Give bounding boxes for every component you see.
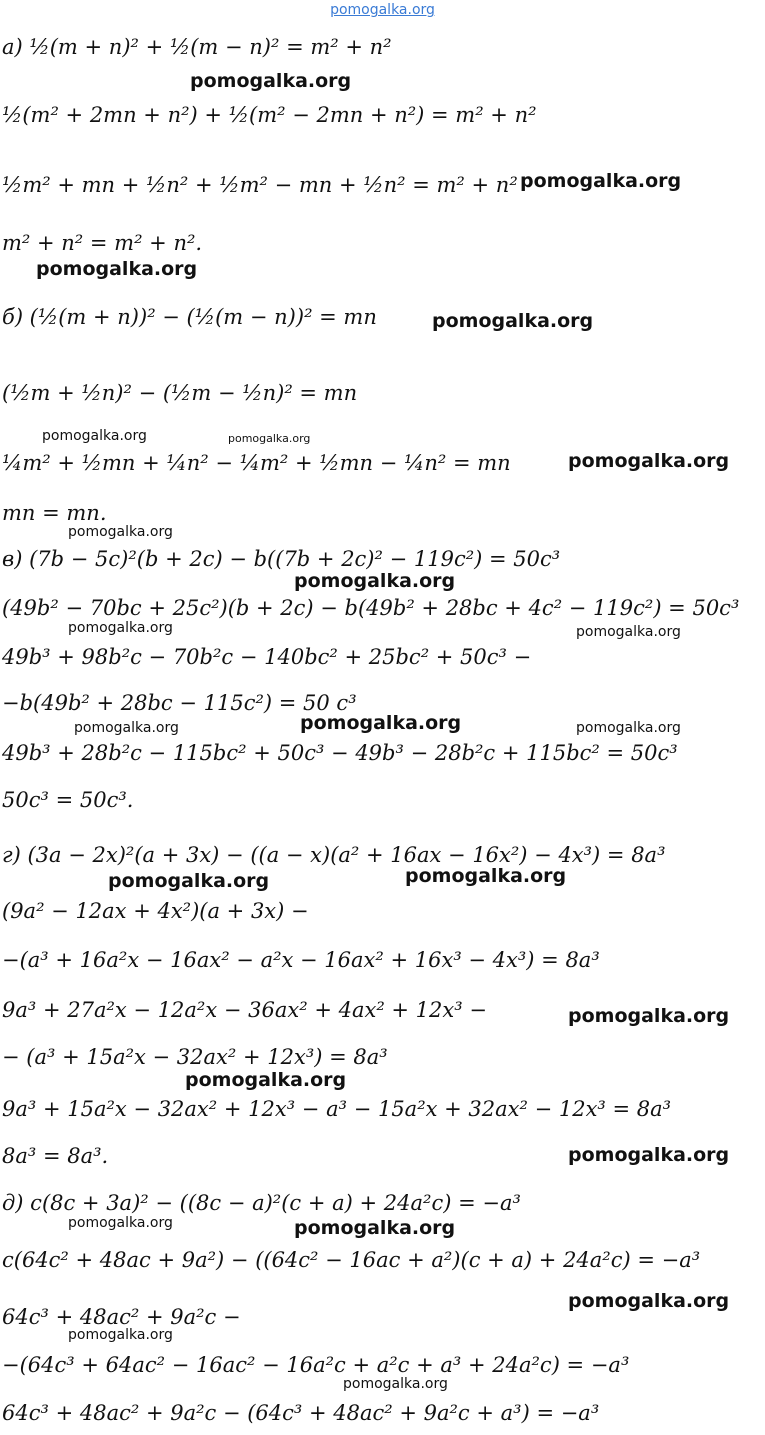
watermark-text: pomogalka.org xyxy=(68,1327,173,1343)
watermark-text: pomogalka.org xyxy=(576,720,681,736)
equation-line: m² + n² = m² + n². xyxy=(2,231,203,255)
equation-line: 64c³ + 48ac² + 9a²c − xyxy=(2,1305,241,1329)
watermark-text: pomogalka.org xyxy=(68,1215,173,1231)
equation-line: (9a² − 12ax + 4x²)(a + 3x) − xyxy=(2,899,309,923)
watermark-text: pomogalka.org xyxy=(190,70,352,92)
equation-line: ½m² + mn + ½n² + ½m² − mn + ½n² = m² + n² xyxy=(2,173,518,197)
watermark-text: pomogalka.org xyxy=(294,570,456,592)
equation-line: ¼m² + ½mn + ¼n² − ¼m² + ½mn − ¼n² = mn xyxy=(2,451,511,475)
equation-line: 50c³ = 50c³. xyxy=(2,788,134,812)
watermark-text: pomogalka.org xyxy=(108,870,270,892)
watermark-text: pomogalka.org xyxy=(300,712,462,734)
equation-line: 64c³ + 48ac² + 9a²c − (64c³ + 48ac² + 9a²c + a³) = −a³ xyxy=(2,1401,600,1425)
equation-line: 9a³ + 15a²x − 32ax² + 12x³ − a³ − 15a²x + 32ax² − 12x³ = 8a³ xyxy=(2,1097,672,1121)
equation-line: −(64c³ + 64ac² − 16ac² − 16a²c + a²c + a³ + 24a²c) = −a³ xyxy=(2,1353,630,1377)
equation-line: в) (7b − 5c)²(b + 2c) − b((7b + 2c)² − 119c²) = 50c³ xyxy=(2,547,561,571)
equation-line: 49b³ + 98b²c − 70b²c − 140bc² + 25bc² + 50c³ − xyxy=(2,645,532,669)
watermark-text: pomogalka.org xyxy=(568,1290,730,1312)
watermark-text: pomogalka.org xyxy=(228,432,311,445)
equation-line: 49b³ + 28b²c − 115bc² + 50c³ − 49b³ − 28b²c + 115bc² = 50c³ xyxy=(2,741,678,765)
equation-line: −(a³ + 16a²x − 16ax² − a²x − 16ax² + 16x³ − 4x³) = 8a³ xyxy=(2,948,600,972)
watermark-text: pomogalka.org xyxy=(294,1217,456,1239)
equation-line: а) ½(m + n)² + ½(m − n)² = m² + n² xyxy=(2,35,392,59)
watermark-text: pomogalka.org xyxy=(568,450,730,472)
watermark-text: pomogalka.org xyxy=(36,258,198,280)
equation-line: 8a³ = 8a³. xyxy=(2,1144,109,1168)
watermark-text: pomogalka.org xyxy=(343,1376,448,1392)
equation-line: −b(49b² + 28bc − 115c²) = 50 c³ xyxy=(2,691,357,715)
equation-line: д) c(8c + 3a)² − ((8c − a)²(c + a) + 24a²c) = −a³ xyxy=(2,1191,521,1215)
equation-line: 9a³ + 27a²x − 12a²x − 36ax² + 4ax² + 12x³ − xyxy=(2,998,487,1022)
watermark-text: pomogalka.org xyxy=(68,620,173,636)
equation-line: б) (½(m + n))² − (½(m − n))² = mn xyxy=(2,305,377,329)
equation-line: (49b² − 70bc + 25c²)(b + 2c) − b(49b² + 28bc + 4c² − 119c²) = 50c³ xyxy=(2,596,740,620)
watermark-text: pomogalka.org xyxy=(405,865,567,887)
equation-line: ½(m² + 2mn + n²) + ½(m² − 2mn + n²) = m² + n² xyxy=(2,103,537,127)
watermark-text: pomogalka.org xyxy=(432,310,594,332)
header-watermark[interactable]: pomogalka.org xyxy=(330,2,435,18)
equation-line: г) (3a − 2x)²(a + 3x) − ((a − x)(a² + 16ax − 16x²) − 4x³) = 8a³ xyxy=(2,843,666,867)
equation-line: (½m + ½n)² − (½m − ½n)² = mn xyxy=(2,381,358,405)
watermark-text: pomogalka.org xyxy=(42,428,147,444)
equation-line: − (a³ + 15a²x − 32ax² + 12x³) = 8a³ xyxy=(2,1045,388,1069)
equation-line: c(64c² + 48ac + 9a²) − ((64c² − 16ac + a²)(c + a) + 24a²c) = −a³ xyxy=(2,1248,701,1272)
watermark-text: pomogalka.org xyxy=(74,720,179,736)
equation-line: mn = mn. xyxy=(2,501,107,525)
watermark-text: pomogalka.org xyxy=(576,624,681,640)
watermark-text: pomogalka.org xyxy=(568,1005,730,1027)
watermark-text: pomogalka.org xyxy=(568,1144,730,1166)
watermark-text: pomogalka.org xyxy=(68,524,173,540)
watermark-text: pomogalka.org xyxy=(185,1069,347,1091)
watermark-text: pomogalka.org xyxy=(520,170,682,192)
